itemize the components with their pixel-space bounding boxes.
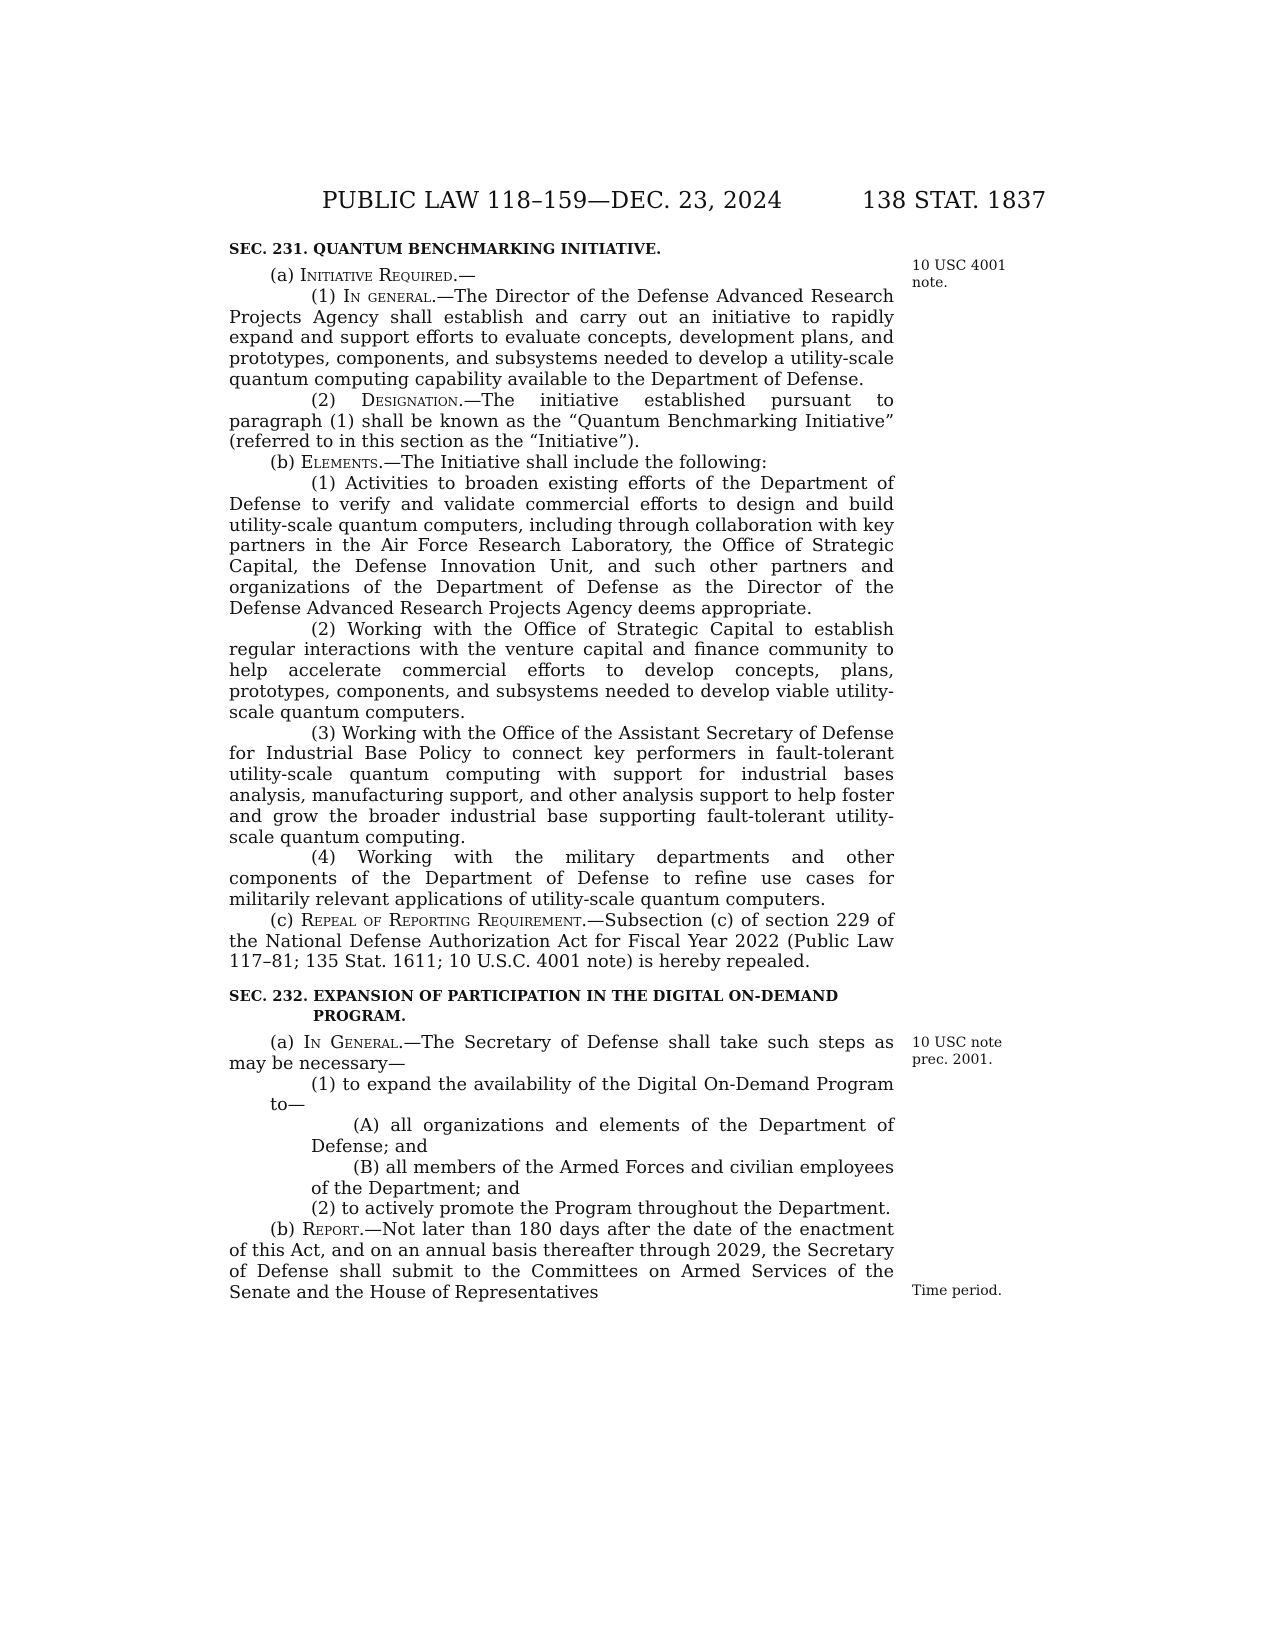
subsection-c: (c) Repeal of Reporting Requirement.—Subsection (c) of section 229 of the National Defense Authorization Act for Fiscal Year 2022 (Public Law 117–81; 135 Stat. 1611; 10 U.S.C. 4001 note) is hereby repealed.: [229, 910, 894, 973]
document-body: [229, 240, 894, 1303]
header-stat-page: 138 STAT. 1837: [862, 188, 1047, 214]
sec232-subparagraph-A: (A) all organizations and elements of the Department of Defense; and: [311, 1116, 894, 1158]
header-title: PUBLIC LAW 118–159—DEC. 23, 2024: [322, 188, 783, 214]
sec232-subsection-b: (b) Report.—Not later than 180 days after the date of the enactment of this Act, and on an annual basis thereafter through 2029, the Secretary of Defense shall submit to the Committees on Armed Services of the Senate and the House of Representatives: [229, 1220, 894, 1303]
paragraph-a2: (2) Designation.—The initiative established pursuant to paragraph (1) shall be known as the “Quantum Benchmarking Initiative” (referred to in this section as the “Initiative”).: [229, 390, 895, 453]
sec232-paragraph-a1: (1) to expand the availability of the Digital On-Demand Program to—: [270, 1074, 894, 1116]
paragraph-b4: (4) Working with the military departments and other components of the Department of Defense to refine use cases for militarily relevant applications of utility-scale quantum computers.: [229, 848, 894, 910]
margin-note-sec232: [912, 1035, 1042, 1069]
margin-note-sec231: [912, 258, 1042, 292]
paragraph-b3: (3) Working with the Office of the Assistant Secretary of Defense for Industrial Base Policy to connect key performers in fault-tolerant utility-scale quantum computing with support for industrial bases analysis, manufacturing support, and other analysis support to help foster and grow the broader industrial base supporting fault-tolerant utility-scale quantum computing.: [229, 723, 894, 848]
subsection-a: (a) Initiative Required.—: [270, 266, 476, 286]
subsection-b: (b) Elements.—The Initiative shall include the following:: [270, 453, 768, 474]
margin-note-line: prec. 2001.: [912, 1052, 993, 1068]
sec232-paragraph-a2: (2) to actively promote the Program throughout the Department.: [311, 1199, 891, 1220]
margin-note-line: note.: [912, 275, 948, 291]
section-232-heading: [229, 987, 894, 1027]
paragraph-b1: (1) Activities to broaden existing efforts of the Department of Defense to verify and validate commercial efforts to design and build utility-scale quantum computers, including through collaboration with key partners in the Air Force Research Laboratory, the Office of Strategic Capital, the Defense Innovation Unit, and such other partners and organizations of the Department of Defense as the Director of the Defense Advanced Research Projects Agency deems appropriate.: [229, 473, 894, 619]
paragraph-a1: (1) In general.—The Director of the Defense Advanced Research Projects Agency shall establish and carry out an initiative to rapidly expand and support efforts to evaluate concepts, development plans, and prototypes, components, and subsystems needed to develop a utility-scale quantum computing capability available to the Department of Defense.: [229, 286, 894, 390]
running-header: [0, 188, 1275, 218]
margin-note-time-period: Time period.: [912, 1283, 1003, 1299]
margin-note-line: 10 USC 4001: [912, 258, 1007, 274]
section-232-heading-line1: SEC. 232. EXPANSION OF PARTICIPATION IN THE DIGITAL ON-DEMAND: [229, 988, 839, 1006]
section-232-heading-line2: PROGRAM.: [313, 1008, 407, 1026]
sec232-subparagraph-B: (B) all members of the Armed Forces and civilian employees of the Department; and: [311, 1157, 894, 1199]
margin-note-line: 10 USC note: [912, 1035, 1003, 1051]
paragraph-b2: (2) Working with the Office of Strategic Capital to establish regular interactions with the venture capital and finance community to help accelerate commercial efforts to develop concepts, plans, prototypes, components, and subsystems needed to develop viable utility-scale quantum computers.: [229, 619, 894, 723]
section-231-heading: SEC. 231. QUANTUM BENCHMARKING INITIATIVE.: [229, 241, 662, 258]
sec232-subsection-a: (a) In General.—The Secretary of Defense shall take such steps as may be necessary—: [229, 1033, 894, 1074]
